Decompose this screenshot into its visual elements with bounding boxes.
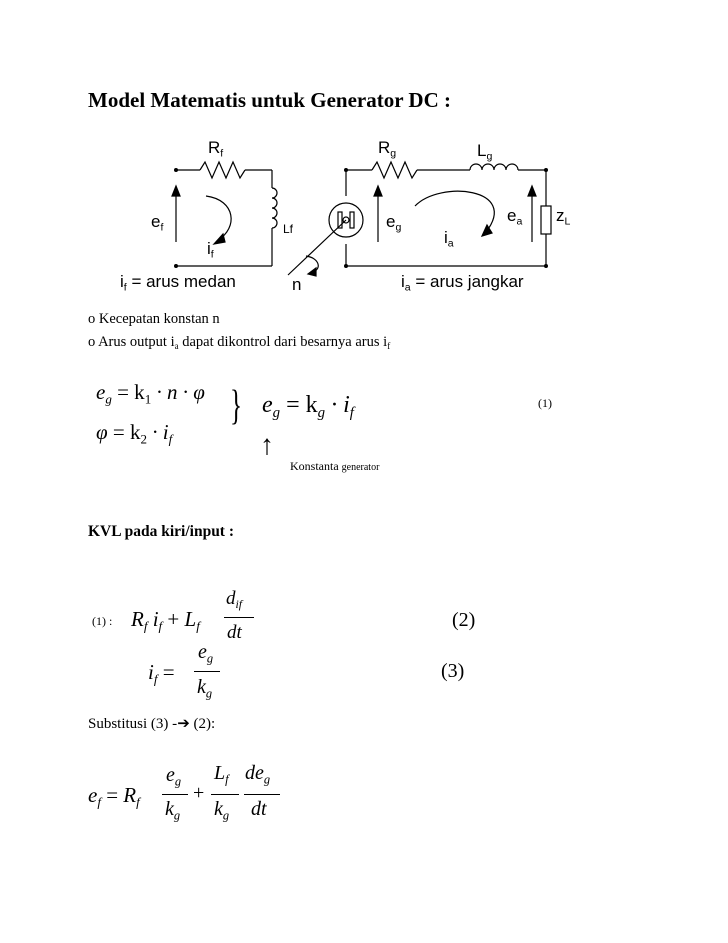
rg-label: $R_g$ bbox=[378, 138, 397, 160]
equation-kvl-lhs: $R_f$ $i_f + L_f$ bbox=[131, 607, 200, 634]
constant-annotation: Konstanta generator bbox=[290, 459, 380, 473]
equation-final-num2: $L_f$ bbox=[214, 762, 229, 787]
ia-label: $i_a$ bbox=[444, 228, 454, 250]
page-title: Model Matematis untuk Generator DC : bbox=[88, 88, 451, 112]
if-label: $i_f$ bbox=[207, 239, 214, 261]
plus-sign: + bbox=[193, 782, 205, 804]
kvl-prefix: (1) : bbox=[92, 614, 113, 628]
speed-label: n bbox=[292, 275, 302, 294]
ef-label: $e_f$ bbox=[151, 212, 164, 234]
brace: } bbox=[230, 383, 243, 429]
equation-eg-flux: $e_g = k_1 \cdot n \cdot \varphi$ bbox=[96, 380, 205, 407]
fraction-bar bbox=[162, 794, 188, 795]
fraction-bar bbox=[244, 794, 280, 795]
equation-final-num1: $e_g$ bbox=[166, 764, 182, 789]
equation-number-2: (2) bbox=[452, 609, 476, 631]
kvl-heading: KVL pada kiri/input : bbox=[88, 523, 235, 540]
field-current-caption: $i_f$ = arus medan bbox=[120, 272, 236, 294]
equation-if-denominator: $k_g$ bbox=[197, 676, 213, 701]
lf-inductor bbox=[272, 188, 277, 228]
equation-number-1: (1) bbox=[538, 396, 552, 410]
equation-kvl-denominator: dt bbox=[227, 622, 242, 643]
circuit-diagram bbox=[0, 0, 728, 300]
rg-resistor bbox=[372, 162, 417, 178]
equation-final-lhs: $e_f = R_f$ bbox=[88, 783, 140, 810]
equation-final-den1: $k_g$ bbox=[165, 798, 181, 823]
lg-inductor bbox=[470, 164, 518, 170]
equation-final-den2: $k_g$ bbox=[214, 798, 230, 823]
eg-label: $e_g$ bbox=[386, 212, 402, 234]
equation-final-num3: $de_g$ bbox=[245, 762, 271, 787]
fraction-bar bbox=[211, 794, 239, 795]
rf-label: $R_f$ bbox=[208, 138, 224, 160]
zl-load bbox=[541, 206, 551, 234]
up-arrow: ↑ bbox=[260, 430, 274, 461]
lf-label: Lf bbox=[283, 222, 294, 236]
equation-number-3: (3) bbox=[441, 660, 465, 682]
equation-flux: $\varphi = k_2 \cdot i_f$ bbox=[96, 420, 173, 447]
equation-final-den3: dt bbox=[251, 798, 267, 820]
fraction-bar bbox=[224, 617, 254, 618]
equation-if-lhs: $i_f$ = bbox=[148, 660, 175, 687]
zl-label: $z_L$ bbox=[556, 206, 571, 228]
armature-current-caption: $i_a$ = arus jangkar bbox=[401, 272, 524, 294]
ea-label: $e_a$ bbox=[507, 206, 523, 228]
bullet-speed: o Kecepatan konstan n bbox=[88, 311, 220, 327]
fraction-bar bbox=[194, 671, 220, 672]
bullet-output-current: o Arus output $i_a$ dapat dikontrol dari besarnya arus $i_f$ bbox=[88, 334, 391, 352]
equation-if-numerator: $e_g$ bbox=[198, 641, 214, 666]
equation-eg-kg: $e_g = k_g \cdot i_f$ bbox=[262, 392, 354, 422]
lg-label: $L_g$ bbox=[477, 141, 493, 163]
equation-kvl-numerator: $d_{if}$ bbox=[226, 588, 243, 612]
rf-resistor bbox=[200, 162, 245, 178]
substitution-text: Substitusi (3) -➔ (2): bbox=[88, 716, 216, 732]
